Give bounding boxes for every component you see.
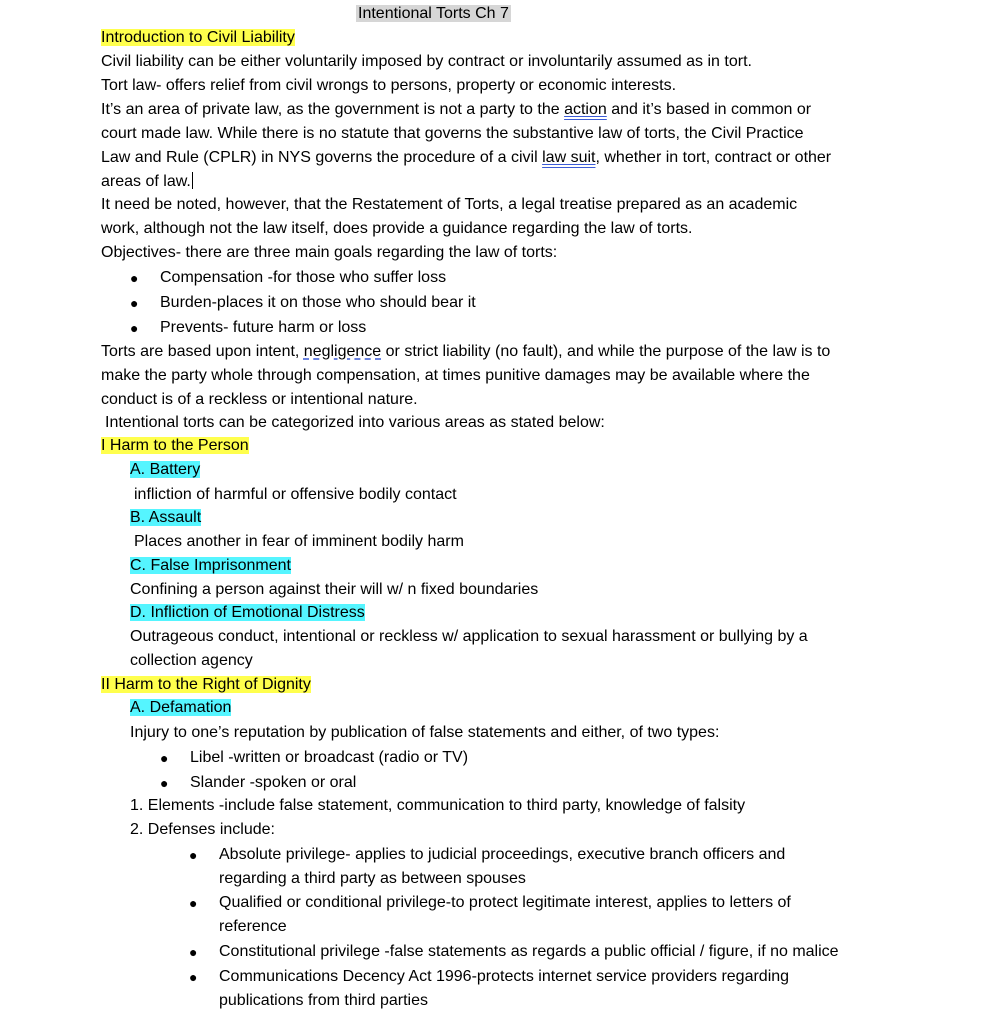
defense-item-continued: reference	[219, 918, 287, 935]
false-imprisonment-description: Confining a person against their will w/ n fixed boundaries	[130, 581, 539, 598]
text-cursor	[192, 172, 193, 189]
intro-paragraph-line: It’s an area of private law, as the government is not a party to the action and it’s based in common or	[101, 101, 812, 118]
defense-item: Qualified or conditional privilege-to protect legitimate interest, applies to letters of	[219, 894, 791, 911]
intro-paragraph-line: Objectives- there are three main goals regarding the law of torts:	[101, 244, 558, 261]
defamation-description: Injury to one’s reputation by publication of false statements and either, of two types:	[130, 724, 720, 741]
bullet-icon: ●	[160, 750, 169, 766]
intro-paragraph-line: conduct is of a reckless or intentional nature.	[101, 391, 418, 408]
subheading-battery: A. Battery	[130, 461, 201, 478]
intro-heading: Introduction to Civil Liability	[101, 29, 295, 46]
subheading-false-imprisonment: C. False Imprisonment	[130, 557, 291, 574]
intro-paragraph-line: work, although not the law itself, does provide a guidance regarding the law of torts.	[101, 220, 693, 237]
intro-paragraph-line: areas of law.	[101, 173, 191, 190]
objective-item: Prevents- future harm or loss	[160, 319, 367, 336]
assault-description: Places another in fear of imminent bodily harm	[134, 533, 464, 550]
defense-item: Constitutional privilege -false statements as regards a public official / figure, if no malice	[219, 943, 839, 960]
bullet-icon: ●	[189, 969, 198, 985]
subheading-assault: B. Assault	[130, 509, 202, 526]
section1-heading: I Harm to the Person	[101, 437, 249, 454]
link-law-suit[interactable]: law suit	[542, 149, 596, 166]
spelling-flag-negligence[interactable]: negligence	[303, 343, 382, 360]
bullet-icon: ●	[130, 295, 139, 311]
bullet-icon: ●	[189, 944, 198, 960]
defense-item: Absolute privilege- applies to judicial proceedings, executive branch officers and	[219, 846, 786, 863]
bullet-icon: ●	[130, 270, 139, 286]
bullet-icon: ●	[130, 320, 139, 336]
intro-paragraph-line: make the party whole through compensation, at times punitive damages may be available where the	[101, 367, 810, 384]
document-title	[356, 4, 511, 24]
battery-description: infliction of harmful or offensive bodily contact	[134, 486, 457, 503]
objective-item: Compensation -for those who suffer loss	[160, 269, 447, 286]
numbered-item-elements: 1. Elements -include false statement, communication to third party, knowledge of falsity	[130, 797, 746, 814]
defamation-type: Libel -written or broadcast (radio or TV)	[190, 749, 469, 766]
objective-item: Burden-places it on those who should bear it	[160, 294, 476, 311]
bullet-icon: ●	[189, 847, 198, 863]
section2-heading: II Harm to the Right of Dignity	[101, 676, 311, 693]
bullet-icon: ●	[160, 775, 169, 791]
emotional-distress-description: Outrageous conduct, intentional or reckless w/ application to sexual harassment or bullying by a	[130, 628, 808, 645]
link-action[interactable]: action	[564, 101, 607, 118]
defamation-type: Slander -spoken or oral	[190, 774, 357, 791]
intro-paragraph-line: Tort law- offers relief from civil wrongs to persons, property or economic interests.	[101, 77, 677, 94]
subheading-emotional-distress: D. Infliction of Emotional Distress	[130, 604, 365, 621]
subheading-defamation: A. Defamation	[130, 699, 232, 716]
bullet-icon: ●	[189, 895, 198, 911]
intro-paragraph-line: Civil liability can be either voluntarily imposed by contract or involuntarily assumed as in tort.	[101, 53, 752, 70]
intro-paragraph-line: Torts are based upon intent, negligence or strict liability (no fault), and while the purpose of the law is to	[101, 343, 831, 360]
title-text: Intentional Torts Ch 7	[358, 5, 509, 22]
defense-item: Communications Decency Act 1996-protects internet service providers regarding	[219, 968, 790, 985]
intro-paragraph-line: It need be noted, however, that the Restatement of Torts, a legal treatise prepared as an academic	[101, 196, 798, 213]
numbered-item-defenses: 2. Defenses include:	[130, 821, 275, 838]
emotional-distress-description: collection agency	[130, 652, 253, 669]
defense-item-continued: publications from third parties	[219, 992, 428, 1009]
intro-paragraph-line: Law and Rule (CPLR) in NYS governs the procedure of a civil law suit, whether in tort, contract or other	[101, 149, 832, 166]
intro-paragraph-line: court made law. While there is no statute that governs the substantive law of torts, the Civil Practice	[101, 125, 804, 142]
defense-item-continued: regarding a third party as between spouses	[219, 870, 526, 887]
intro-paragraph-line: Intentional torts can be categorized into various areas as stated below:	[105, 414, 605, 431]
